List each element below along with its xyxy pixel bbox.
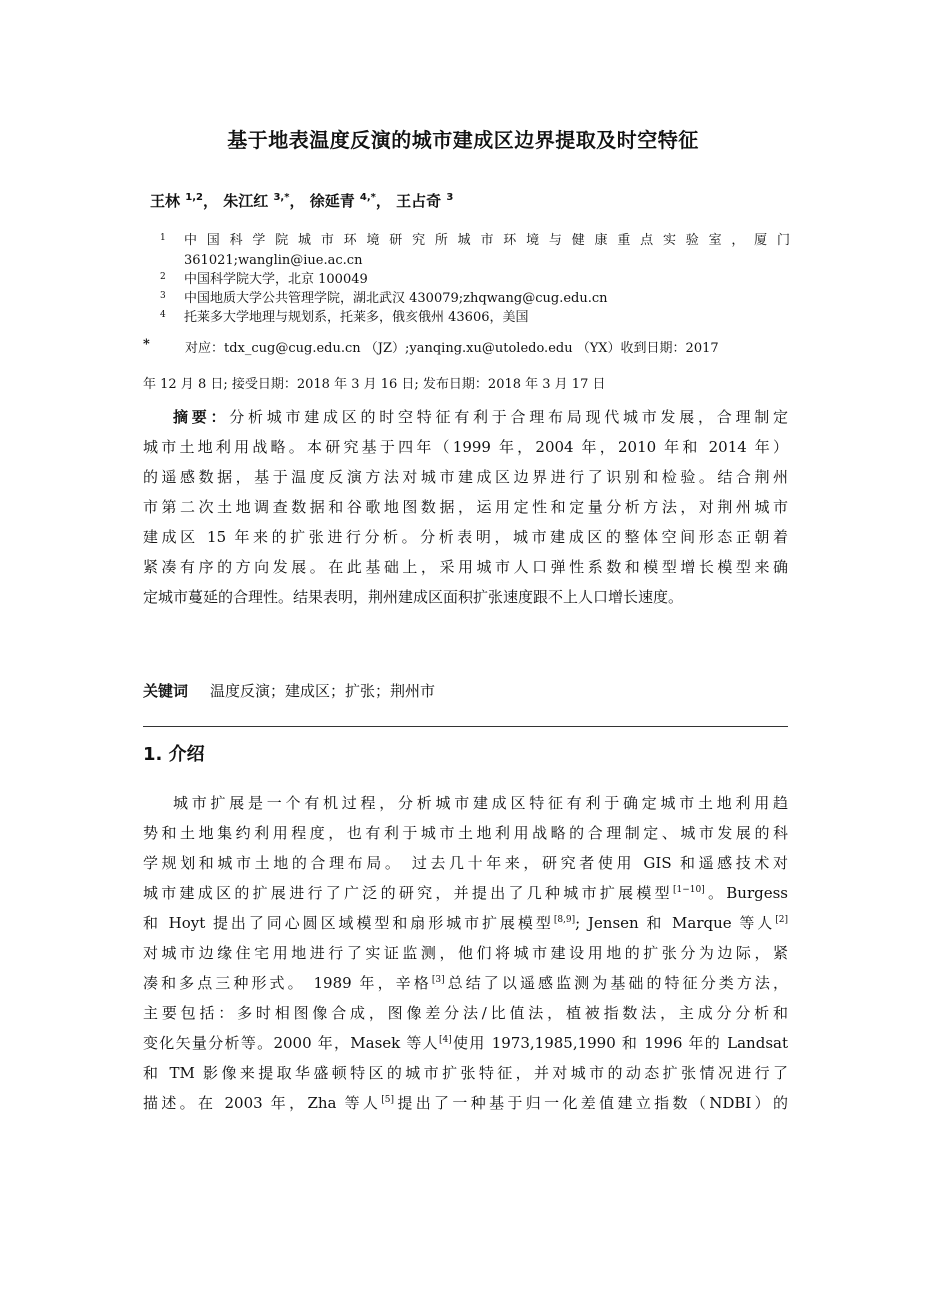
intro-line: 描述。在 2003 年，Zha 等人[5]提出了一种基于归一化差值建立指数（NDBI）的	[143, 1094, 788, 1112]
citation: [4]	[438, 1035, 452, 1045]
intro-line: 城市建成区的扩展进行了广泛的研究，并提出了几种城市扩展模型[1−10]。Burgess	[143, 884, 788, 902]
abstract-label: 摘要：	[173, 408, 230, 426]
intro-line: 和 TM 影像来提取华盛顿特区的城市扩张特征，并对城市的动态扩张情况进行了	[143, 1064, 788, 1082]
keywords	[143, 680, 435, 701]
author-list	[150, 190, 453, 211]
intro-line: 变化矢量分析等。2000 年，Masek 等人[4]使用 1973,1985,1990 和 1996 年的 Landsat	[143, 1034, 788, 1052]
abstract-line: 建成区 15 年来的扩张进行分析。分析表明，城市建成区的整体空间形态正朝着	[143, 528, 788, 546]
correspondence-star: *	[143, 337, 150, 352]
citation: [8,9]	[553, 915, 576, 925]
keywords-label: 关键词	[143, 682, 189, 700]
paper-title: 基于地表温度反演的城市建成区边界提取及时空特征	[227, 128, 699, 152]
intro-line: 城市扩展是一个有机过程，分析城市建成区特征有利于确定城市土地利用趋	[173, 794, 788, 812]
author-separator: ，	[289, 192, 305, 210]
affiliation-text-cont: 361021;wanglin@iue.ac.cn	[184, 253, 363, 268]
author-name: 王占奇	[396, 192, 447, 210]
intro-paragraph	[143, 788, 788, 1118]
correspondence-text: 对应：tdx_cug@cug.edu.cn （JZ）;yanqing.xu@utoledo.edu （YX）收到日期：2017	[185, 341, 719, 356]
citation: [5]	[381, 1095, 395, 1105]
abstract-line: 市第二次土地调查数据和谷歌地图数据，运用定性和定量分析方法，对荆州城市	[143, 498, 788, 516]
author-affil-sup: 1,2	[185, 192, 203, 203]
citation: [1−10]	[672, 885, 705, 895]
intro-line: 主要包括：多时相图像合成，图像差分法/比值法，植被指数法，主成分分析和	[143, 1004, 788, 1022]
abstract-line	[143, 402, 788, 432]
intro-line: 势和土地集约利用程度，也有利于城市土地利用战略的合理制定、城市发展的科	[143, 824, 788, 842]
affiliation-text: 中 国 科 学 院 城 市 环 境 研 究 所 城 市 环 境 与 健 康 重 点 实 验 室 ， 厦 门	[184, 233, 790, 248]
affiliation-text: 托莱多大学地理与规划系，托莱多，俄亥俄州 43606，美国	[184, 310, 529, 325]
intro-line: 学规划和城市土地的合理布局。 过去几十年来，研究者使用 GIS 和遥感技术对	[143, 854, 788, 872]
affiliation-text: 中国地质大学公共管理学院，湖北武汉 430079;zhqwang@cug.edu.cn	[184, 291, 608, 306]
affiliation-text: 中国科学院大学，北京 100049	[184, 272, 368, 287]
author-name: 徐延青	[309, 192, 360, 210]
intro-line: 和 Hoyt 提出了同心圆区域模型和扇形城市扩展模型[8,9]; Jensen 和 Marque 等人[2]	[143, 914, 789, 932]
intro-line: 凑和多点三种形式。 1989 年，辛格[3]总结了以遥感监测为基础的特征分类方法，	[143, 974, 788, 992]
author-separator: ，	[202, 192, 218, 210]
section-heading: 1. 介绍	[143, 744, 205, 765]
publication-dates: 年 12 月 8 日; 接受日期：2018 年 3 月 16 日; 发布日期：2018 年 3 月 17 日	[143, 377, 606, 392]
affiliation-number: 1	[160, 233, 166, 243]
abstract-line: 城市土地利用战略。本研究基于四年（1999 年，2004 年，2010 年和 2014 年）	[143, 438, 788, 456]
abstract-line: 的遥感数据，基于温度反演方法对城市建成区边界进行了识别和检验。结合荆州	[143, 468, 788, 486]
author-affil-sup: 3	[446, 192, 454, 203]
author-name: 王林	[150, 192, 186, 210]
affiliation-number: 4	[160, 310, 166, 320]
abstract-text: 分析城市建成区的时空特征有利于合理布局现代城市发展，合理制定	[229, 408, 788, 426]
intro-line: 对城市边缘住宅用地进行了实证监测，他们将城市建设用地的扩张分为边际，紧	[143, 944, 788, 962]
author-name: 朱江红	[223, 192, 274, 210]
author-affil-sup: 3,*	[273, 192, 290, 203]
affiliation-number: 3	[160, 291, 166, 301]
abstract-line: 紧凑有序的方向发展。在此基础上，采用城市人口弹性系数和模型增长模型来确	[143, 558, 788, 576]
abstract	[143, 402, 788, 612]
keywords-text: 温度反演；建成区；扩张；荆州市	[210, 682, 436, 700]
abstract-line: 定城市蔓延的合理性。结果表明，荆州建成区面积扩张速度跟不上人口增长速度。	[143, 588, 684, 606]
affiliation-number: 2	[160, 272, 166, 282]
author-affil-sup: 4,*	[359, 192, 376, 203]
citation: [3]	[431, 975, 445, 985]
author-separator: ，	[375, 192, 391, 210]
citation: [2]	[775, 915, 789, 925]
section-divider	[143, 726, 788, 727]
